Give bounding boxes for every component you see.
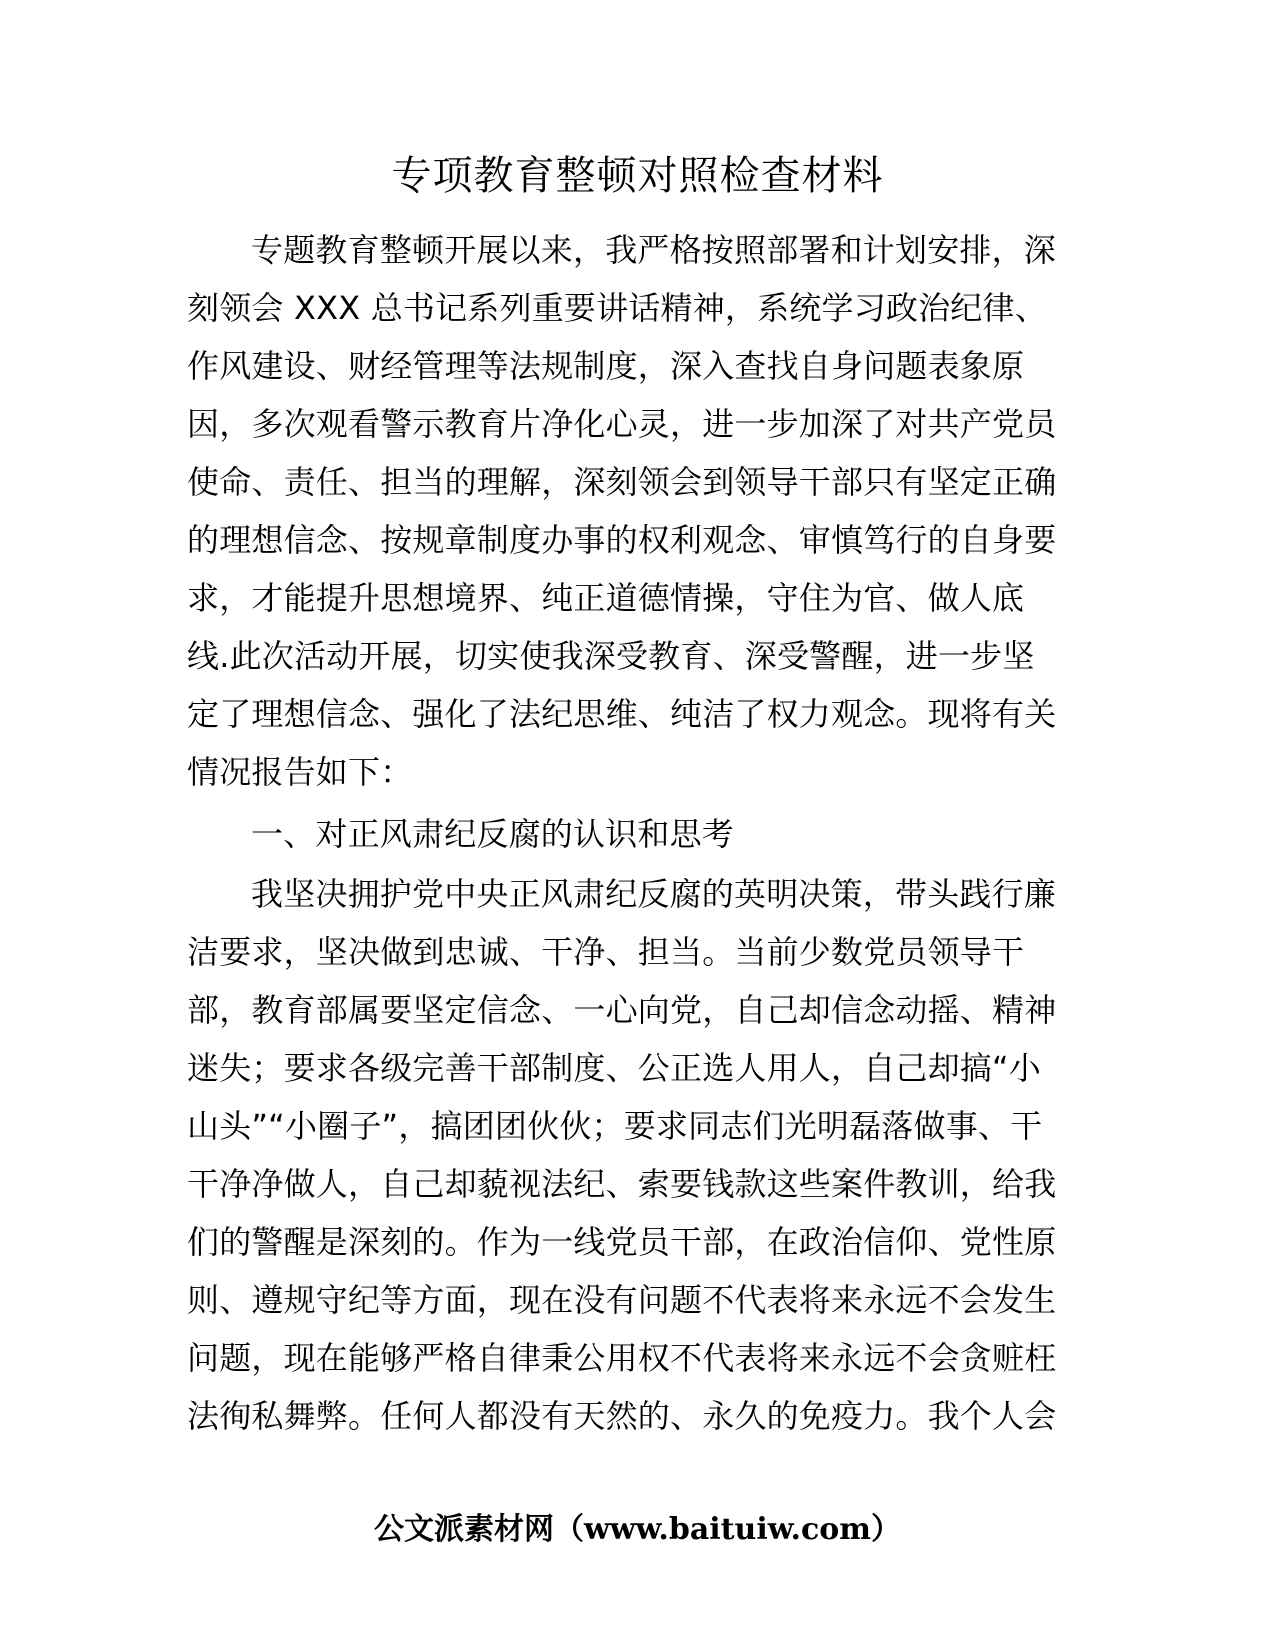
text-line: 我坚决拥护党中央正风肃纪反腐的英明决策，带头践行廉 — [251, 875, 1057, 913]
text-line: 问题，现在能够严格自律秉公用权不代表将来永远不会贪赃枉 — [187, 1339, 1057, 1377]
text-line: 求，才能提升思想境界、纯正道德情操，守住为官、做人底 — [187, 579, 1025, 617]
text-line: 定了理想信念、强化了法纪思维、纯洁了权力观念。现将有关 — [187, 695, 1057, 733]
text-line: 部，教育部属要坚定信念、一心向党，自己却信念动摇、精神 — [187, 991, 1057, 1029]
text-line: 迷失；要求各级完善干部制度、公正选人用人，自己却搞“小 — [187, 1049, 1041, 1087]
text-line: 使命、责任、担当的理解，深刻领会到领导干部只有坚定正确 — [187, 463, 1057, 501]
text-line: 干净净做人，自己却藐视法纪、索要钱款这些案件教训，给我 — [187, 1165, 1057, 1203]
text-line: 则、遵规守纪等方面，现在没有问题不代表将来永远不会发生 — [187, 1281, 1057, 1319]
document-body — [187, 221, 1087, 1445]
text-line: 情况报告如下： — [187, 753, 413, 791]
footer-watermark: 公文派素材网（www.baituiw.com） — [373, 1512, 902, 1547]
text-line: 洁要求，坚决做到忠诚、干净、担当。当前少数党员领导干 — [187, 933, 1025, 971]
text-line: 专题教育整顿开展以来，我严格按照部署和计划安排，深 — [251, 231, 1057, 269]
paragraph-section1 — [187, 865, 1087, 1445]
text-line: 作风建设、财经管理等法规制度，深入查找自身问题表象原 — [187, 347, 1025, 385]
text-line: 山头”“小圈子”，搞团团伙伙；要求同志们光明磊落做事、干 — [187, 1107, 1043, 1145]
document-title: 专项教育整顿对照检查材料 — [391, 153, 884, 199]
text-line: 法徇私舞弊。任何人都没有天然的、永久的免疫力。我个人会 — [187, 1397, 1057, 1435]
section-heading: 一、对正风肃纪反腐的认识和思考 — [251, 815, 735, 853]
text-line: 刻领会 XXX 总书记系列重要讲话精神，系统学习政治纪律、 — [187, 289, 1047, 327]
text-line: 们的警醒是深刻的。作为一线党员干部，在政治信仰、党性原 — [187, 1223, 1057, 1261]
text-line: 线.此次活动开展，切实使我深受教育、深受警醒，进一步坚 — [187, 637, 1035, 675]
text-line: 因，多次观看警示教育片净化心灵，进一步加深了对共产党员 — [187, 405, 1057, 443]
paragraph-intro — [187, 221, 1087, 801]
text-line: 的理想信念、按规章制度办事的权利观念、审慎笃行的自身要 — [187, 521, 1057, 559]
